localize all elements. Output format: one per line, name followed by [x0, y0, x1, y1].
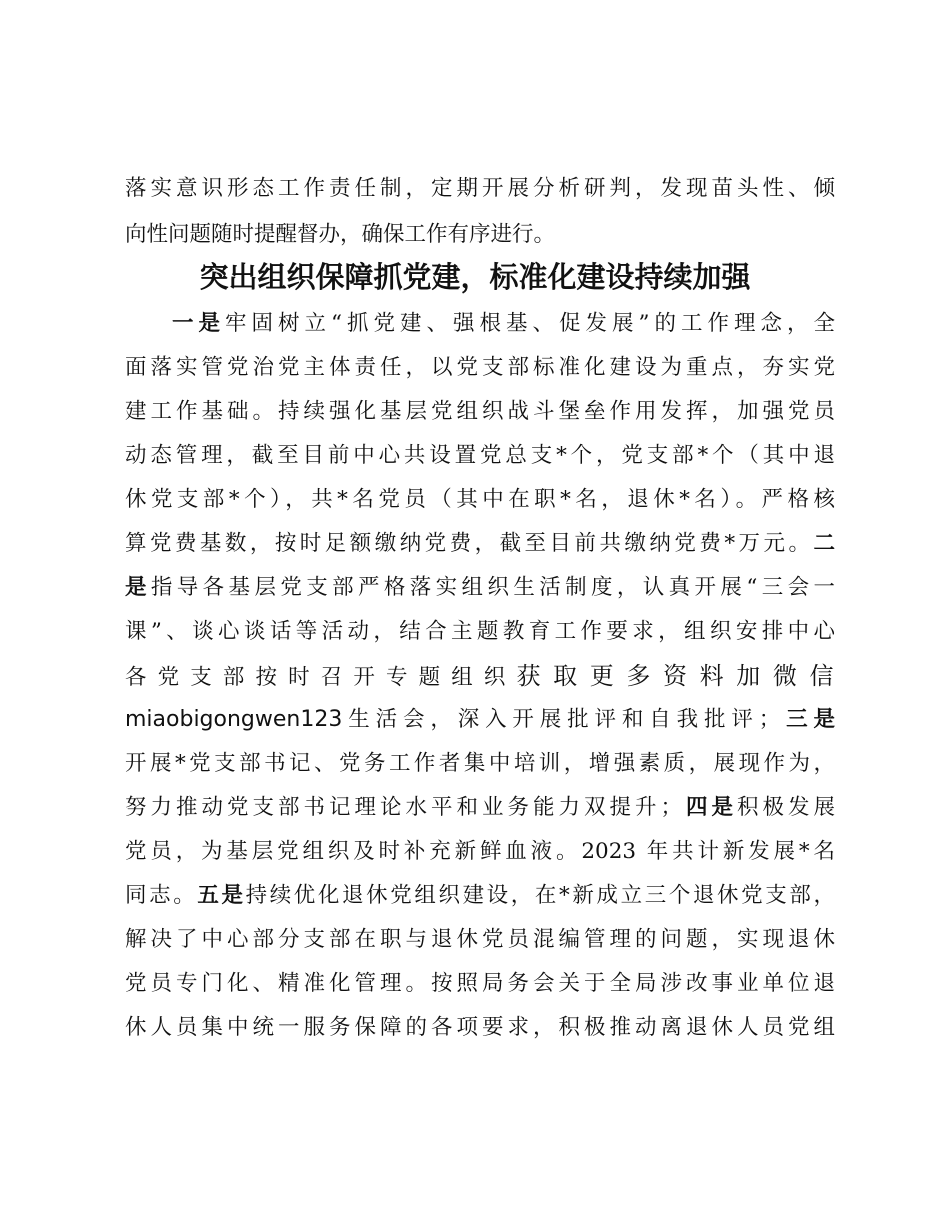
text-run: 努力推动党支部书记理论水平和业务能力双提升；	[125, 795, 682, 820]
paragraph-line	[125, 791, 835, 825]
promo-text: 获取更多资料加微信	[516, 662, 835, 690]
text-run: 解决了中心部分支部在职与退休党员混编管理的问题，实现退休	[125, 927, 835, 952]
paragraph-line	[125, 923, 835, 957]
text-run: 指导各基层党支部严格落实组织生活制度，认真开展“三会一	[150, 575, 835, 600]
text-run: 党员专门化、精准化管理。按照局务会关于全局涉改事业单位退	[125, 971, 835, 996]
paragraph-line	[125, 218, 835, 252]
paragraph-line	[125, 879, 835, 913]
text-run: 同志。	[125, 883, 198, 908]
paragraph-line	[125, 615, 835, 649]
text-run: 休人员集中统一服务保障的各项要求，积极推动离退休人员党组	[125, 1015, 835, 1040]
bold-marker: 一是	[172, 311, 225, 336]
text-run: 休党支部*个），共*名党员（其中在职*名，退休*名）。严格核	[125, 487, 835, 512]
text-run: 开展*党支部书记、党务工作者集中培训，增强素质，展现作为，	[125, 751, 835, 776]
text-run: 各党支部按时召开专题组织	[125, 665, 517, 690]
text-run: 建工作基础。持续强化基层党组织战斗堡垒作用发挥，加强党员	[125, 399, 835, 424]
bold-marker: 五是	[197, 883, 246, 908]
paragraph-line	[125, 571, 835, 605]
promo-text: miaobigongwen123	[125, 707, 343, 732]
text-run: 落实意识形态工作责任制，定期开展分析研判，发现苗头性、倾	[125, 176, 835, 201]
paragraph-line	[125, 747, 835, 781]
bold-marker: 四是	[681, 795, 737, 820]
bold-marker: 二	[813, 531, 835, 556]
section-heading: 突出组织保障抓党建，标准化建设持续加强	[199, 260, 751, 294]
bold-marker: 是	[125, 575, 151, 600]
text-run: 积极发展	[736, 795, 835, 820]
paragraph-line	[125, 395, 835, 429]
text-run: 持续优化退休党组织建设，在*新成立三个退休党支部，	[245, 883, 835, 908]
text-run: 算党费基数，按时足额缴纳党费，截至目前共缴纳党费*万元。	[125, 531, 814, 556]
bold-marker: 三是	[780, 707, 835, 732]
paragraph-line	[125, 483, 835, 517]
paragraph-line	[125, 439, 835, 473]
paragraph-line	[125, 967, 835, 1001]
text-run: 向性问题随时提醒督办，确保工作有序进行。	[125, 222, 556, 247]
text-run: 党员，为基层党组织及时补充新鲜血液。2023 年共计新发展*名	[125, 839, 835, 864]
text-run: 课”、谈心谈话等活动，结合主题教育工作要求，组织安排中心	[125, 619, 835, 644]
paragraph-line	[125, 1011, 835, 1045]
paragraph-line	[172, 307, 835, 341]
paragraph-line	[125, 703, 835, 737]
paragraph-line	[125, 172, 835, 206]
paragraph-line	[125, 659, 835, 693]
text-run: 面落实管党治党主体责任，以党支部标准化建设为重点，夯实党	[125, 355, 835, 380]
paragraph-line	[125, 835, 835, 869]
text-run: 动态管理，截至目前中心共设置党总支*个，党支部*个（其中退	[125, 443, 835, 468]
paragraph-line	[125, 351, 835, 385]
text-run: 生活会，深入开展批评和自我批评；	[342, 707, 781, 732]
text-run: 牢固树立“抓党建、强根基、促发展”的工作理念，全	[225, 311, 835, 336]
paragraph-line	[125, 527, 835, 561]
